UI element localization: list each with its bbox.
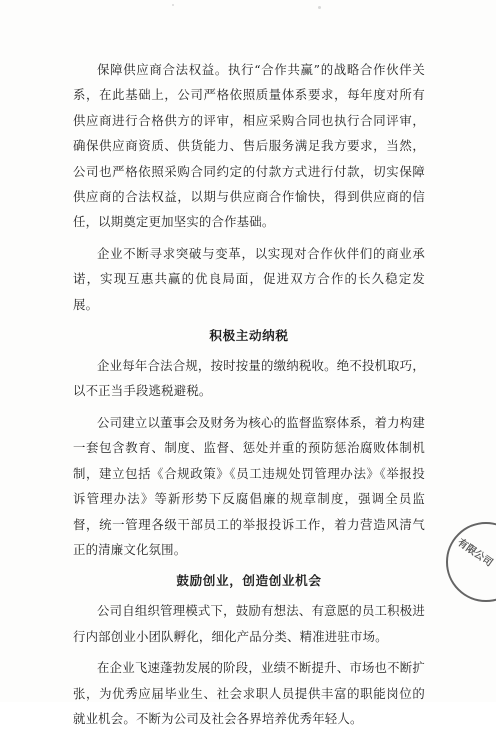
document-body xyxy=(73,57,425,737)
heading-tax: 积极主动纳税 xyxy=(209,328,289,344)
scan-speck xyxy=(172,4,174,6)
paragraph-tax: 企业每年合法合规，按时按量的缴纳税收。绝不投机取巧，以不正当手段逃税避税。 xyxy=(73,358,425,399)
scan-speck xyxy=(318,6,321,9)
heading-entrepreneurship: 鼓励创业，创造创业机会 xyxy=(176,573,322,589)
company-seal xyxy=(446,522,496,602)
paragraph-anticorruption: 公司建立以董事会及财务为核心的监督监察体系，着力构建一套包含教育、制度、监督、惩处并重的预防惩治腐败体制机制，建立包括《合规政策》《员工违规处罚管理办法》《举报投诉管理办法》等新形势下反腐倡廉的规章制度，强调全员监督，统一管理各级干部员工的举报投诉工作，着力营造风清气正的清廉文化氛围。 xyxy=(73,414,425,557)
paragraph-partnership: 企业不断寻求突破与变革，以实现对合作伙伴们的商业承诺，实现互惠共赢的优良局面，促进双方合作的长久稳定发展。 xyxy=(73,245,425,312)
paragraph-supplier-rights: 保障供应商合法权益。执行“合作共赢”的战略合作伙伴关系，在此基础上，公司严格依照质量体系要求，每年度对所有供应商进行合格供方的评审，相应采购合同也执行合同评审，确保供应商资质、供货能力、售后服务满足我方要求，当然，公司也严格依照采购合同约定的付款方式进行付款，切实保障供应商的合法权益，以期与供应商合作愉快，得到供应商的信任，以期奠定更加坚实的合作基础。 xyxy=(73,62,425,230)
paragraph-employment: 在企业飞速蓬勃发展的阶段，业绩不断提升、市场也不断扩张，为优秀应届毕业生、社会求职人员提供丰富的职能岗位的就业机会。不断为公司及社会各界培养优秀年轻人。 xyxy=(73,660,425,726)
paragraph-internal-startup: 公司自组织管理模式下，鼓励有想法、有意愿的员工积极进行内部创业小团队孵化，细化产品分类、精准进驻市场。 xyxy=(73,603,425,644)
company-seal-text: 有限公司 xyxy=(455,537,495,570)
